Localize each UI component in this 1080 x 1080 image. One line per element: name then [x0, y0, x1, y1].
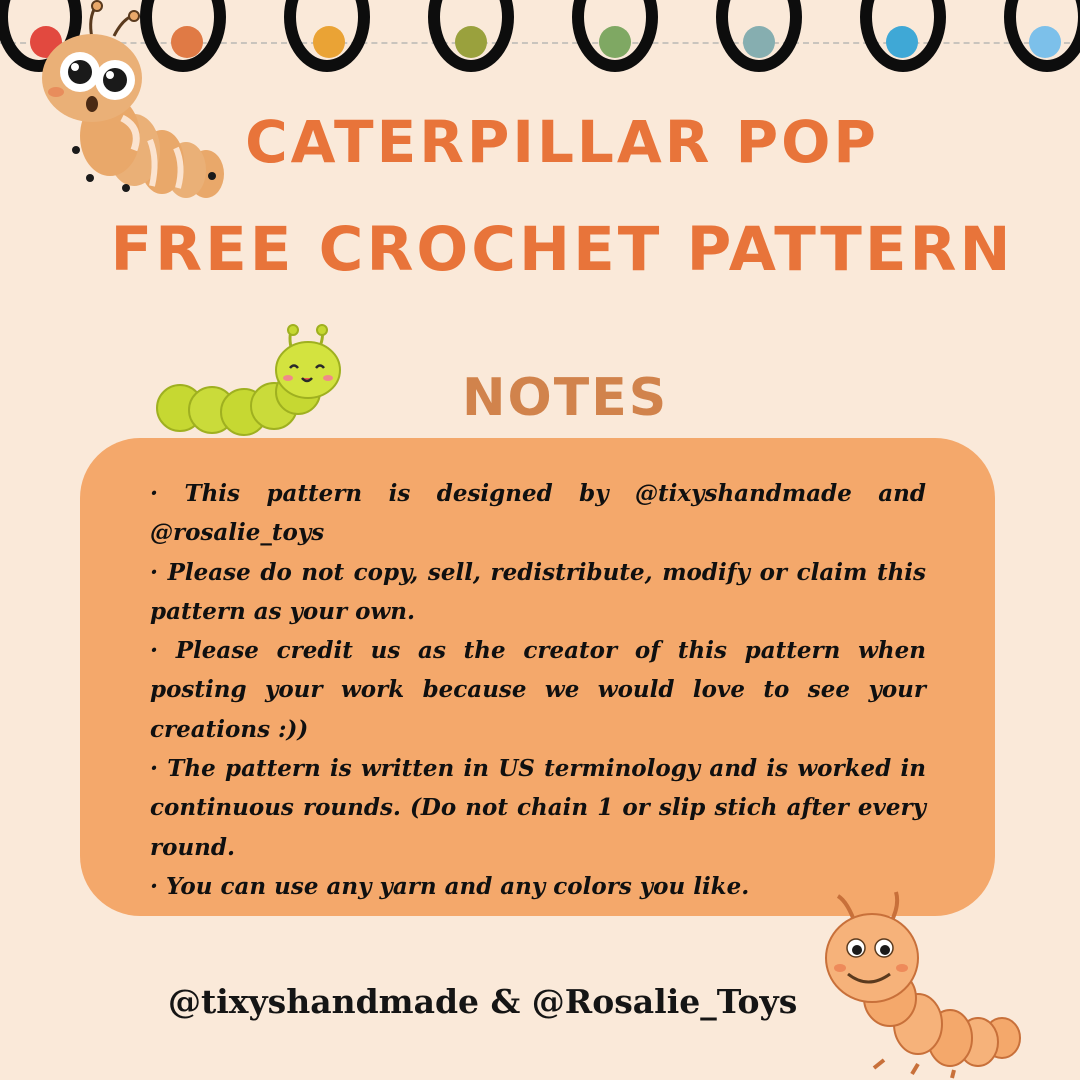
ring-hole-dot [743, 26, 775, 58]
note-item: · The pattern is written in US terminology and is worked in continuous rounds. (Do not chain 1 or slip stich after every round. [150, 755, 926, 861]
note-item: · This pattern is designed by @tixyshandmade and @rosalie_toys [150, 480, 926, 547]
ring-hole-dot [1029, 26, 1061, 58]
ring-hole-dot [599, 26, 631, 58]
creator-handles: @tixyshandmade & @Rosalie_Toys [168, 982, 798, 1021]
ring-hole-dot [313, 26, 345, 58]
ring-hole-dot [886, 26, 918, 58]
note-item: · You can use any yarn and any colors you like. [150, 872, 750, 900]
notes-heading: NOTES [462, 368, 669, 428]
page-title-line-2: FREE CROCHET PATTERN [110, 214, 1014, 285]
note-item: · Please do not copy, sell, redistribute, modify or claim this pattern as your own. [150, 558, 926, 625]
page-title-line-1: CATERPILLAR POP [245, 108, 879, 176]
green-caterpillar-icon [150, 322, 350, 442]
ring-hole-dot [455, 26, 487, 58]
notes-list [150, 474, 926, 906]
note-item: · Please credit us as the creator of this pattern when posting your work because we would love to see your creations :)) [150, 637, 926, 743]
smiling-orange-caterpillar-icon [818, 888, 1028, 1080]
